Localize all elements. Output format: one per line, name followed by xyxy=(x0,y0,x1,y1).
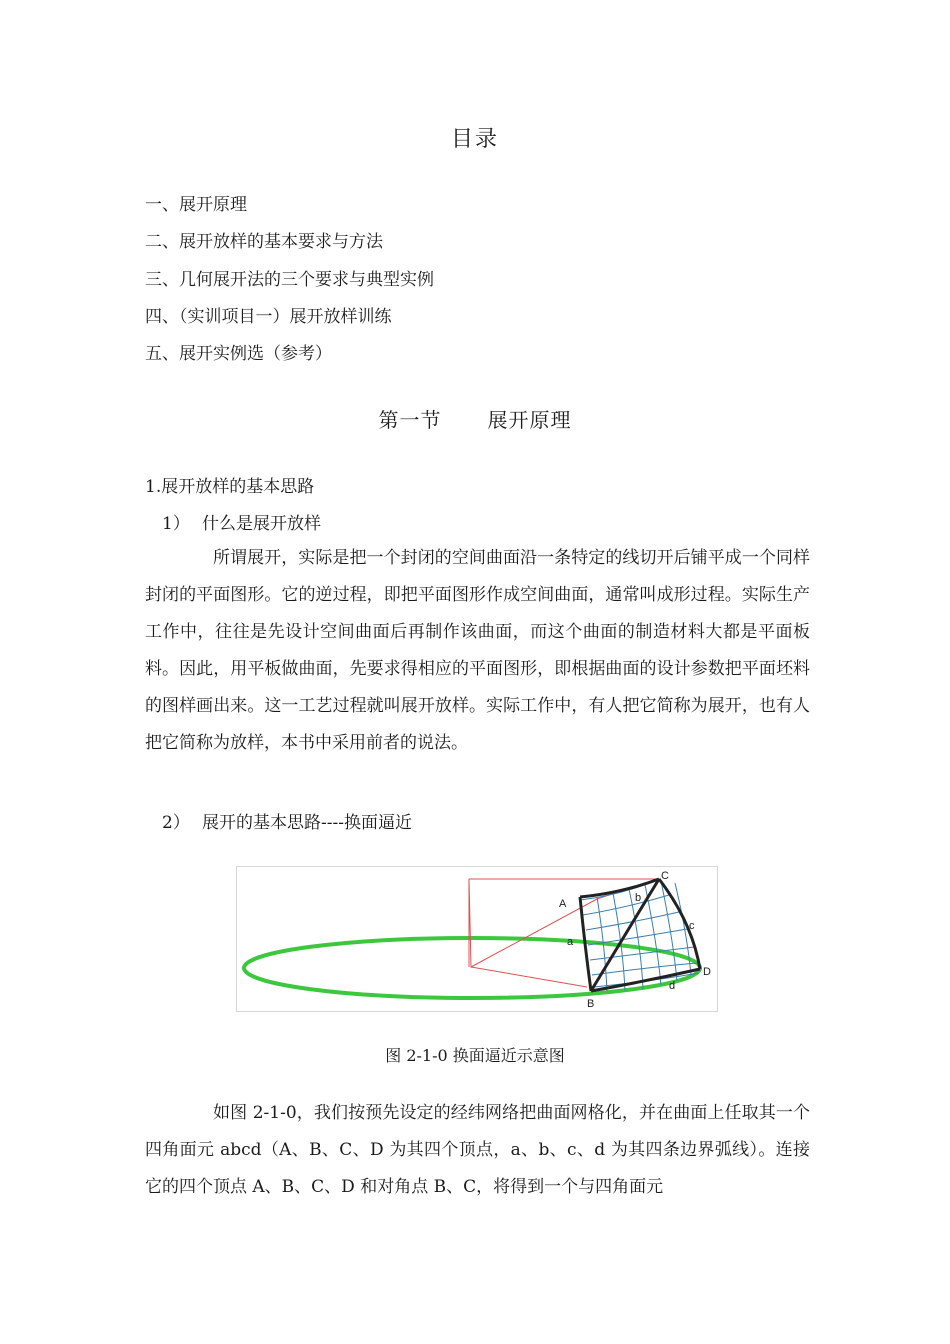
toc-item-2: 二、展开放样的基本要求与方法 xyxy=(145,232,383,252)
toc-item-5: 五、展开实例选（参考） xyxy=(145,344,332,364)
figure-label-d: d xyxy=(669,980,676,992)
section-title xyxy=(0,404,950,433)
paragraph-2: 如图 2-1-0，我们按预先设定的经纬网络把曲面网格化，并在曲面上任取其一个四角面元 abcd（A、B、C、D 为其四个顶点，a、b、c、d 为其四条边界弧线）。连接它的四个顶点 A、B、C、D 和对角点 B、C，将得到一个与四角面元 xyxy=(145,1103,810,1197)
figure-label-b: b xyxy=(635,892,642,904)
subheading-2-number: 2） xyxy=(162,813,190,833)
toc-item-4: 四、（实训项目一）展开放样训练 xyxy=(145,307,392,327)
toc-title: 目录 xyxy=(450,127,499,152)
subheading-1-text: 什么是展开放样 xyxy=(202,514,321,534)
heading-1: 1.展开放样的基本思路 xyxy=(145,477,315,497)
subheading-1 xyxy=(162,511,321,537)
figure-label-C: C xyxy=(661,870,669,882)
figure-caption: 图 2-1-0 换面逼近示意图 xyxy=(385,1046,565,1065)
figure-guide-lines xyxy=(469,879,657,987)
figure-label-c: c xyxy=(689,920,695,932)
figure-label-a: a xyxy=(567,936,574,948)
figure-label-A: A xyxy=(559,898,567,910)
figure-ellipse xyxy=(244,938,700,998)
section-number: 第一节 xyxy=(378,408,442,432)
subheading-1-number: 1） xyxy=(162,514,190,534)
figure-label-D: D xyxy=(703,966,711,978)
figure-surface-approximation xyxy=(236,866,718,1012)
toc-item-1: 一、展开原理 xyxy=(145,195,247,215)
section-name: 展开原理 xyxy=(487,408,572,432)
subheading-2-text: 展开的基本思路----换面逼近 xyxy=(202,813,412,833)
paragraph-1: 所谓展开，实际是把一个封闭的空间曲面沿一条特定的线切开后铺平成一个同样封闭的平面图形。它的逆过程，即把平面图形作成空间曲面，通常叫成形过程。实际生产工作中，往往是先设计空间曲面后再制作该曲面，而这个曲面的制造材料大都是平面板料。因此，用平板做曲面，先要求得相应的平面图形，即根据曲面的设计参数把平面坯料的图样画出来。这一工艺过程就叫展开放样。实际工作中，有人把它简称为展开，也有人把它简称为放样，本书中采用前者的说法。 xyxy=(145,548,810,753)
subheading-2 xyxy=(162,810,412,836)
toc-item-3: 三、几何展开法的三个要求与典型实例 xyxy=(145,270,434,290)
figure-diagram xyxy=(237,867,717,1011)
figure-label-B: B xyxy=(587,998,595,1010)
